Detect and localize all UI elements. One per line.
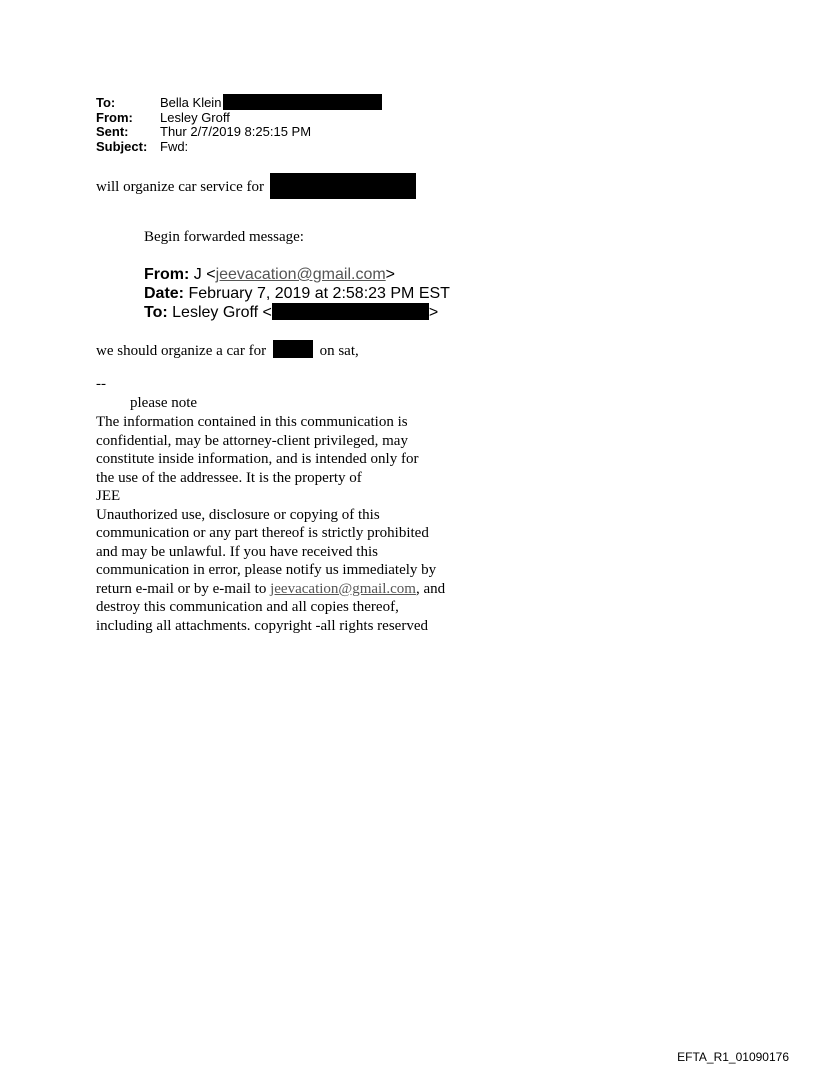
header-subject-row bbox=[96, 140, 382, 155]
forwarded-date-value: February 7, 2019 at 2:58:23 PM EST bbox=[188, 285, 450, 302]
disclaimer-line: The information contained in this communication is bbox=[96, 414, 408, 430]
disclaimer-email-line bbox=[96, 580, 516, 599]
header-sent-row bbox=[96, 125, 382, 140]
body-text: will organize car service for bbox=[96, 179, 264, 195]
forwarded-to bbox=[144, 303, 438, 322]
forwarded-from-name: J < bbox=[193, 266, 216, 283]
forwarded-date bbox=[144, 284, 450, 303]
disclaimer-email-prefix: return e-mail or by e-mail to bbox=[96, 580, 271, 597]
header-to-row bbox=[96, 96, 382, 111]
from-label: From: bbox=[96, 109, 133, 125]
body-line-1 bbox=[96, 173, 416, 199]
signature-dashes: -- bbox=[96, 376, 106, 392]
message-start: we should organize a car for bbox=[96, 343, 267, 359]
disclaimer-line: constitute inside information, and is intended only for bbox=[96, 451, 419, 467]
disclaimer-email-link[interactable]: jeevacation@gmail.com bbox=[270, 580, 416, 597]
redaction-box bbox=[273, 340, 313, 358]
disclaimer-line: communication in error, please notify us immediately by bbox=[96, 562, 437, 578]
from-value: Lesley Groff bbox=[160, 109, 230, 125]
forwarded-to-label: To: bbox=[144, 304, 168, 321]
sent-value: Thur 2/7/2019 8:25:15 PM bbox=[160, 124, 312, 139]
disclaimer-line: Unauthorized use, disclosure or copying of this bbox=[96, 506, 380, 523]
disclaimer-line: and may be unlawful. If you have received this bbox=[96, 543, 378, 560]
forwarded-from-label: From: bbox=[144, 266, 190, 283]
message-end: on sat, bbox=[319, 343, 359, 359]
sent-label: Sent: bbox=[96, 124, 129, 139]
to-label: To: bbox=[96, 95, 116, 110]
disclaimer-email-suffix: , and bbox=[415, 580, 446, 597]
signature-note: please note bbox=[130, 395, 198, 411]
disclaimer-line: the use of the addressee. It is the property of bbox=[96, 469, 362, 486]
forwarded-date-label: Date: bbox=[144, 285, 185, 302]
disclaimer bbox=[96, 413, 516, 635]
email-header bbox=[96, 96, 382, 154]
forwarded-to-value: Lesley Groff < bbox=[172, 304, 272, 321]
forwarded-from bbox=[144, 265, 395, 284]
header-from-row bbox=[96, 111, 382, 126]
subject-label: Subject: bbox=[96, 138, 148, 154]
document-id: EFTA_R1_01090176 bbox=[677, 1050, 789, 1064]
disclaimer-line: destroy this communication and all copies thereof, bbox=[96, 599, 399, 615]
forward-intro: Begin forwarded message: bbox=[144, 229, 304, 245]
to-value: Bella Klein bbox=[160, 95, 222, 110]
redaction-box bbox=[223, 94, 382, 110]
forwarded-from-email[interactable]: jeevacation@gmail.com bbox=[215, 266, 386, 283]
disclaimer-line: confidential, may be attorney-client privileged, may bbox=[96, 432, 408, 449]
redaction-box bbox=[272, 303, 429, 320]
redaction-box bbox=[270, 173, 416, 199]
forwarded-message bbox=[96, 340, 359, 360]
disclaimer-line: including all attachments. copyright -all rights reserved bbox=[96, 617, 428, 634]
forwarded-to-end: > bbox=[428, 304, 439, 321]
subject-value: Fwd: bbox=[160, 138, 189, 154]
forwarded-from-end: > bbox=[385, 266, 396, 283]
disclaimer-line: JEE bbox=[96, 488, 121, 504]
disclaimer-line: communication or any part thereof is strictly prohibited bbox=[96, 525, 429, 541]
